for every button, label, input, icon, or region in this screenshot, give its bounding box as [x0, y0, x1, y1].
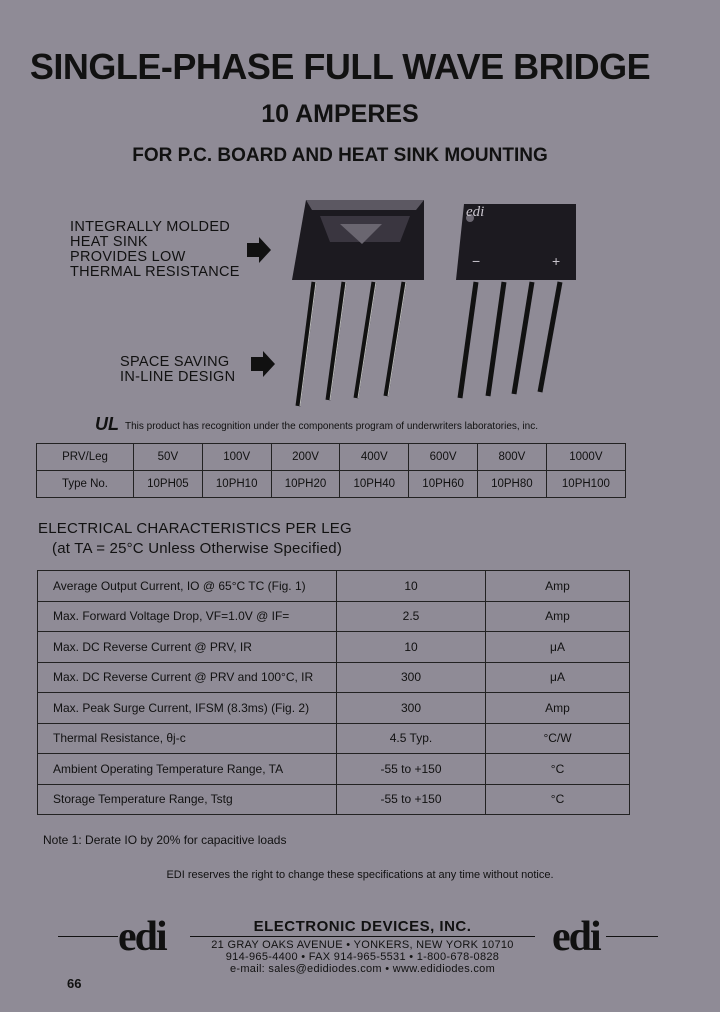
- table-row: [38, 632, 630, 663]
- unit-cell: μA: [486, 632, 630, 663]
- company-underline: [190, 936, 535, 937]
- value-cell: 4.5 Typ.: [337, 723, 486, 754]
- table-row: [37, 471, 626, 498]
- current-rating: 10 AMPERES: [261, 100, 419, 128]
- prv-cell: 1000V: [546, 444, 625, 471]
- page-number: 66: [67, 976, 82, 991]
- ul-recognition-note: This product has recognition under the components program of underwriters laboratories, inc.: [125, 421, 538, 432]
- unit-cell: Amp: [486, 571, 630, 602]
- heat-sink-line-4: THERMAL RESISTANCE: [70, 264, 240, 280]
- unit-cell: Amp: [486, 601, 630, 632]
- table-row: [38, 571, 630, 602]
- param-cell: Ambient Operating Temperature Range, TA: [38, 754, 337, 785]
- arrow-right-icon: [245, 236, 273, 264]
- edi-logo-left: edi: [118, 914, 166, 960]
- space-saving-line-2: IN-LINE DESIGN: [120, 369, 236, 385]
- unit-cell: Amp: [486, 693, 630, 724]
- value-cell: 300: [337, 662, 486, 693]
- type-label: Type No.: [37, 471, 134, 498]
- prv-cell: 400V: [340, 444, 409, 471]
- table-row: [38, 662, 630, 693]
- param-cell: Max. DC Reverse Current @ PRV, IR: [38, 632, 337, 663]
- type-cell: 10PH05: [134, 471, 203, 498]
- table-row: [37, 444, 626, 471]
- param-cell: Thermal Resistance, θj-c: [38, 723, 337, 754]
- value-cell: 2.5: [337, 601, 486, 632]
- svg-text:+: +: [552, 253, 561, 269]
- value-cell: -55 to +150: [337, 784, 486, 815]
- svg-text:−: −: [472, 253, 481, 269]
- mounting-subtitle: FOR P.C. BOARD AND HEAT SINK MOUNTING: [132, 145, 548, 166]
- param-cell: Max. DC Reverse Current @ PRV and 100°C, IR: [38, 662, 337, 693]
- prv-cell: 200V: [271, 444, 340, 471]
- table-row: [38, 601, 630, 632]
- package-logo: edi: [466, 204, 485, 220]
- param-cell: Storage Temperature Range, Tstg: [38, 784, 337, 815]
- heat-sink-line-1: INTEGRALLY MOLDED: [70, 219, 231, 235]
- derating-note: Note 1: Derate IO by 20% for capacitive loads: [43, 833, 287, 847]
- company-web: e-mail: sales@edidiodes.com • www.edidiodes.com: [229, 963, 496, 975]
- table-row: [38, 693, 630, 724]
- electrical-conditions: (at TA = 25°C Unless Otherwise Specified): [52, 540, 343, 557]
- prv-cell: 600V: [409, 444, 478, 471]
- space-saving-callout: [120, 355, 235, 385]
- table-row: [38, 784, 630, 815]
- prv-type-table: [36, 443, 626, 498]
- footer-rule-right: [606, 936, 658, 937]
- bridge-package-heatsink-side: [282, 194, 432, 414]
- bridge-package-label-side: [452, 198, 582, 408]
- ul-logo: UL: [95, 414, 119, 434]
- space-saving-line-1: SPACE SAVING: [120, 354, 230, 370]
- prv-cell: 100V: [202, 444, 271, 471]
- footer-rule-left: [58, 936, 118, 937]
- type-cell: 10PH40: [340, 471, 409, 498]
- param-cell: Max. Forward Voltage Drop, VF=1.0V @ IF=: [38, 601, 337, 632]
- heat-sink-line-2: HEAT SINK: [70, 234, 148, 250]
- prv-cell: 50V: [134, 444, 203, 471]
- type-cell: 10PH100: [546, 471, 625, 498]
- reserve-notice: EDI reserves the right to change these specifications at any time without notice.: [166, 869, 554, 881]
- unit-cell: °C/W: [486, 723, 630, 754]
- type-cell: 10PH20: [271, 471, 340, 498]
- unit-cell: °C: [486, 754, 630, 785]
- value-cell: 300: [337, 693, 486, 724]
- type-cell: 10PH80: [477, 471, 546, 498]
- unit-cell: μA: [486, 662, 630, 693]
- page-title: SINGLE-PHASE FULL WAVE BRIDGE: [29, 46, 651, 87]
- type-cell: 10PH10: [202, 471, 271, 498]
- table-row: [38, 723, 630, 754]
- prv-label: PRV/Leg: [37, 444, 134, 471]
- company-address: 21 GRAY OAKS AVENUE • YONKERS, NEW YORK 10710: [211, 939, 514, 951]
- param-cell: Average Output Current, IO @ 65°C TC (Fig. 1): [38, 571, 337, 602]
- param-cell: Max. Peak Surge Current, IFSM (8.3ms) (Fig. 2): [38, 693, 337, 724]
- heat-sink-callout: [70, 220, 240, 280]
- heat-sink-line-3: PROVIDES LOW: [70, 249, 186, 265]
- value-cell: 10: [337, 632, 486, 663]
- type-cell: 10PH60: [409, 471, 478, 498]
- value-cell: -55 to +150: [337, 754, 486, 785]
- unit-cell: °C: [486, 784, 630, 815]
- edi-logo-right: edi: [552, 914, 600, 960]
- arrow-right-icon: [249, 350, 277, 378]
- prv-cell: 800V: [477, 444, 546, 471]
- electrical-heading: ELECTRICAL CHARACTERISTICS PER LEG: [38, 520, 352, 537]
- company-name: ELECTRONIC DEVICES, INC.: [253, 918, 472, 935]
- table-row: [38, 754, 630, 785]
- company-phone: 914-965-4400 • FAX 914-965-5531 • 1-800-678-0828: [225, 951, 500, 963]
- value-cell: 10: [337, 571, 486, 602]
- electrical-table: [37, 570, 630, 815]
